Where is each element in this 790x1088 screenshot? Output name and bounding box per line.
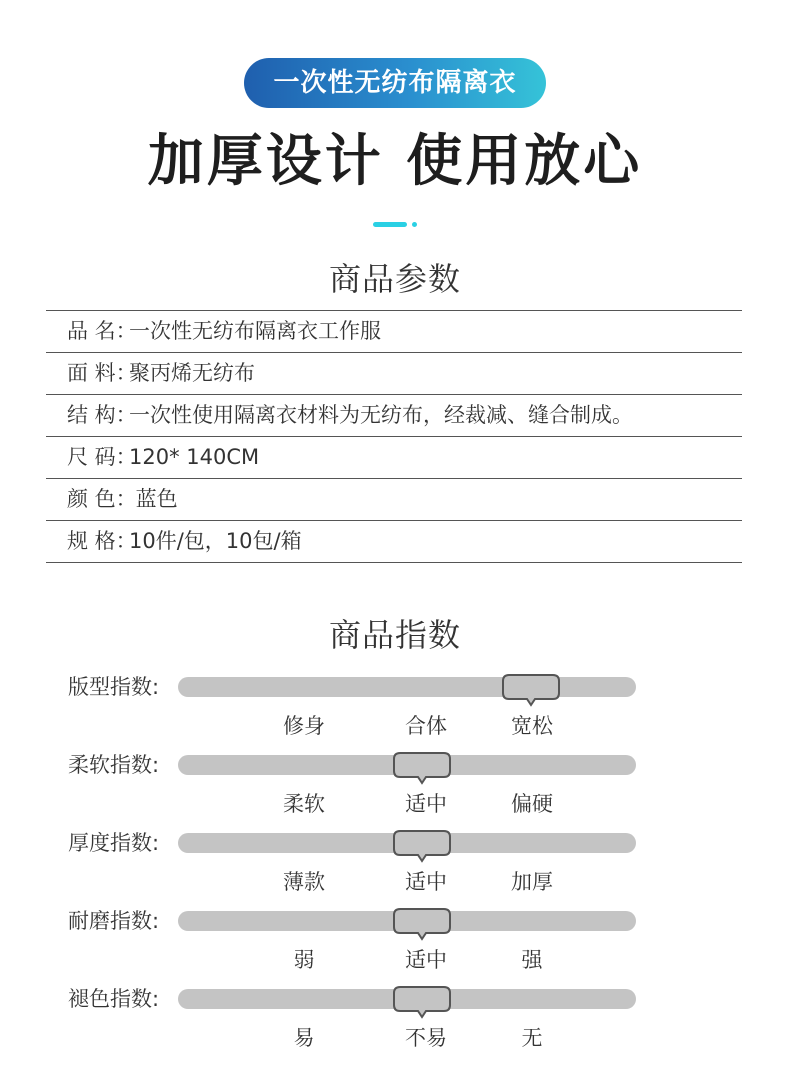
param-row-color bbox=[46, 479, 742, 521]
scale-label-mid: 适中 bbox=[405, 948, 447, 972]
index-section-title: 商品指数 bbox=[328, 616, 461, 654]
param-row-size bbox=[46, 437, 742, 479]
scale-label-high: 无 bbox=[521, 1026, 543, 1050]
pointer-marker-icon bbox=[393, 986, 451, 1020]
index-row-fit bbox=[0, 674, 790, 744]
params-table bbox=[46, 310, 742, 563]
scale-label-low: 易 bbox=[293, 1026, 315, 1050]
index-marker bbox=[393, 830, 449, 856]
param-label: 尺 码： bbox=[67, 445, 137, 469]
scale-label-low: 弱 bbox=[293, 948, 315, 972]
headline: 加厚设计 使用放心 bbox=[147, 129, 643, 194]
index-label: 耐磨指数: bbox=[68, 909, 160, 933]
param-label: 面 料： bbox=[67, 361, 137, 385]
param-label: 规 格： bbox=[67, 529, 137, 553]
accent-divider bbox=[373, 222, 407, 227]
scale-label-high: 加厚 bbox=[511, 870, 553, 894]
index-marker bbox=[393, 986, 449, 1012]
scale-label-low: 柔软 bbox=[283, 792, 325, 816]
index-marker bbox=[502, 674, 558, 700]
pointer-marker-icon bbox=[393, 752, 451, 786]
param-row-structure bbox=[46, 395, 742, 437]
index-row-softness bbox=[0, 752, 790, 822]
index-row-durability bbox=[0, 908, 790, 978]
param-value: 120* 140CM bbox=[129, 445, 260, 469]
scale-label-low: 修身 bbox=[283, 714, 325, 738]
param-row-name bbox=[46, 311, 742, 353]
scale-label-mid: 不易 bbox=[405, 1026, 447, 1050]
pointer-marker-icon bbox=[393, 830, 451, 864]
scale-label-mid: 适中 bbox=[405, 870, 447, 894]
params-section-title: 商品参数 bbox=[328, 260, 461, 298]
index-marker bbox=[393, 908, 449, 934]
param-value: 聚丙烯无纺布 bbox=[129, 361, 255, 385]
index-marker bbox=[393, 752, 449, 778]
param-row-spec bbox=[46, 521, 742, 563]
index-label: 褪色指数: bbox=[68, 987, 160, 1011]
scale-label-high: 偏硬 bbox=[511, 792, 553, 816]
scale-label-high: 宽松 bbox=[511, 714, 553, 738]
param-label: 颜 色： bbox=[67, 487, 137, 511]
scale-label-mid: 合体 bbox=[405, 714, 447, 738]
scale-label-low: 薄款 bbox=[283, 870, 325, 894]
param-label: 结 构： bbox=[67, 403, 137, 427]
product-name-badge: 一次性无纺布隔离衣 bbox=[244, 58, 546, 108]
index-label: 厚度指数: bbox=[68, 831, 160, 855]
pointer-marker-icon bbox=[502, 674, 560, 708]
pointer-marker-icon bbox=[393, 908, 451, 942]
param-value: 一次性无纺布隔离衣工作服 bbox=[129, 319, 381, 343]
param-value: 一次性使用隔离衣材料为无纺布，经裁减、缝合制成。 bbox=[129, 403, 633, 427]
accent-divider-dot bbox=[412, 222, 417, 227]
scale-label-high: 强 bbox=[521, 948, 543, 972]
param-value: 蓝色 bbox=[129, 487, 178, 511]
index-label: 版型指数: bbox=[68, 675, 160, 699]
param-row-fabric bbox=[46, 353, 742, 395]
scale-label-mid: 适中 bbox=[405, 792, 447, 816]
index-track bbox=[178, 677, 636, 697]
param-label: 品 名： bbox=[67, 319, 137, 343]
index-row-thickness bbox=[0, 830, 790, 900]
param-value: 10件/包，10包/箱 bbox=[129, 529, 302, 553]
index-row-fading bbox=[0, 986, 790, 1056]
index-label: 柔软指数: bbox=[68, 753, 160, 777]
